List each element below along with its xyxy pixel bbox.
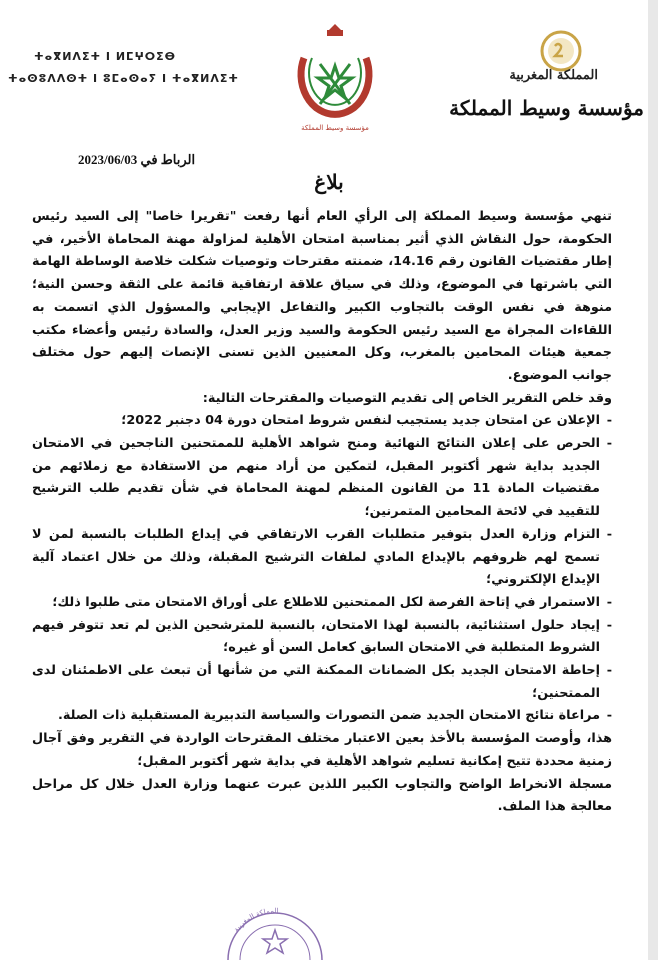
closing-paragraph-1: هذا، وأوصت المؤسسة بالأخذ بعين الاعتبار مختلف المقترحات الواردة في التقرير وفق آجال زمنية محددة تتيح إمكانية تسليم شواهد الأهلية في بداية شهر أكتوبر المقبل؛: [32, 731, 612, 769]
recommendation-item: - إيجاد حلول استثنائية، بالنسبة لهذا الامتحان، بالنسبة للمترشحين الذين لم تعد تتوفر فيهم الشروط المتطلبة في الامتحان السابق كعامل السن أو غيره؛: [32, 615, 612, 660]
recommendation-item: - الحرص على إعلان النتائج النهائية ومنح شواهد الأهلية للممتحنين الناجحين في الامتحان الجديد بداية شهر أكتوبر المقبل، لتمكين من أراد منهم من الاستفادة مع زملائهم من مقتضيات المادة 11 من القانون المنظم لمهنة المحاماة في شأن تقديم طلب الترشيح للتقييد في لائحة المحامين المتمرنين؛: [32, 433, 612, 524]
emblem-caption: مؤسسة وسيط المملكة: [301, 124, 369, 132]
tifinagh-line-1: ⵜⴰⴳⵍⴷⵉⵜ ⵏ ⵍⵎⵖⵔⵉⴱ: [34, 50, 177, 63]
recommendation-item: - إحاطة الامتحان الجديد بكل الضمانات الممكنة التي من شأنها أن تبعث على الاطمئنان لدى الممتحنين؛: [32, 660, 612, 705]
brand-kingdom: المملكة المغربية: [509, 68, 598, 83]
letterhead: [0, 0, 658, 150]
official-stamp-icon: [220, 890, 330, 960]
tifinagh-line-2: ⵜⴰⵙⵓⴷⴷⵙⵜ ⵏ ⵓⵎⴰⵙⴰⵢ ⵏ ⵜⴰⴳⵍⴷⵉⵜ: [8, 72, 240, 85]
document-title: بلاغ: [314, 172, 344, 194]
recommendation-item: - الإعلان عن امتحان جديد يستجيب لنفس شروط امتحان دورة 04 دجنبر 2022؛: [32, 410, 612, 433]
intro-paragraph: تنهي مؤسسة وسيط المملكة إلى الرأي العام أنها رفعت "تقريرا خاصا" إلى السيد رئيس الحكومة، حول النقاش الذي أثير بمناسبة امتحان الأهلية لمزاولة مهنة المحاماة الأخير، في إطار مقتضيات القانون رقم 14.16، ضمنته مقترحات وتوصيات شكلت خلاصة الوساطة الهامة التي باشرتها في الموضوع، وذلك في سياق علاقة ارتفاقية قائمة على الثقة وحسن النية؛ منوهة في نفس الوقت بالتجاوب الكبير والتفاعل الإيجابي والمسؤول الذي اتسمت به اللقاءات المجراة مع السيد رئيس الحكومة والسيد وزير العدل، والسادة رئيس وأعضاء مكتب جمعية هيئات المحامين بالمغرب، وكل المعنيين الذين تسنى الإنصات إليهم حول مختلف جوانب الموضوع.: [32, 209, 613, 383]
svg-text:المملكة المغربية: [232, 907, 278, 934]
anniversary-badge-icon: [540, 30, 582, 72]
mediator-emblem-icon: [290, 18, 380, 138]
recommendation-item: - الاستمرار في إتاحة الفرصة لكل الممتحنين للاطلاع على أوراق الامتحان متى طلبوا ذلك؛: [32, 592, 612, 615]
stamp-text: المملكة المغربية: [232, 906, 279, 934]
closing-paragraph-2: مسجلة الانخراط الواضح والتجاوب الكبير اللذين عبرت عنهما وزارة العدل خلال كل مراحل معالجة هذا الملف.: [32, 776, 612, 815]
brand-institution: مؤسسة وسيط المملكة: [449, 96, 644, 120]
document-body: [32, 206, 612, 819]
lead-paragraph: وقد خلص التقرير الخاص إلى تقديم التوصيات والمقترحات التالية:: [202, 390, 612, 406]
recommendations-list: [32, 410, 612, 728]
document-date: الرباط في 2023/06/03: [78, 152, 196, 167]
recommendation-item: - التزام وزارة العدل بتوفير متطلبات القرب الارتفاقي في إيداع الطلبات بالنسبة لمن لا تسمح لهم ظروفهم بالإيداع المادي لملفات الترشيح المقبلة، وذلك من خلال اعتماد آلية الإيداع الإلكتروني؛: [32, 524, 612, 592]
recommendation-item: - مراعاة نتائج الامتحان الجديد ضمن التصورات والسياسة التدبيرية المستقبلية ذات الصلة.: [32, 705, 612, 728]
